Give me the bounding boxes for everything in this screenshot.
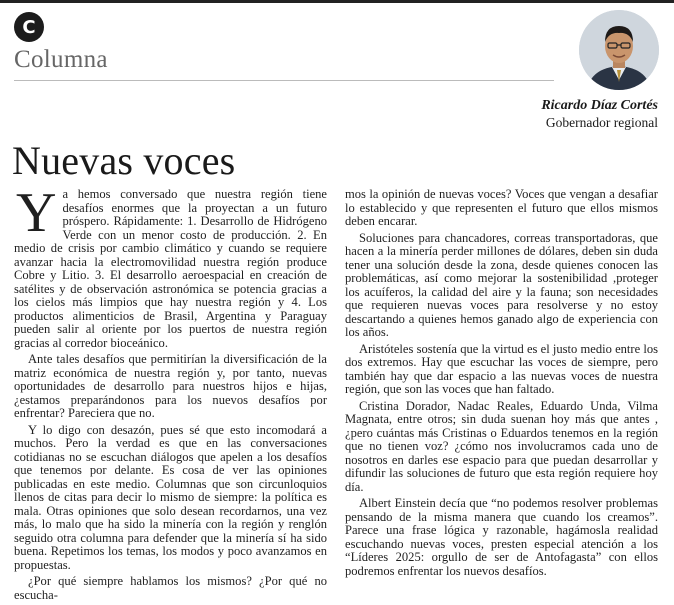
author-photo xyxy=(579,10,659,90)
top-rule xyxy=(0,0,674,3)
article-paragraph: Aristóteles sostenía que la virtud es el justo medio entre los dos extremos. Hay que escuchar las voces de siempre, pero también hay que dar espacio a las nuevas voces de nuestra región, que son las voces que han faltado. xyxy=(345,341,658,396)
author-block xyxy=(541,97,658,131)
section-divider xyxy=(14,80,554,81)
article-paragraph: Soluciones para chancadores, correas transportadoras, que hacen a la minería perder millones de dólares, deben sin duda tener una solución desde la zona, desde quienes conocen las problemáticas, así como mejorar la sostenibilidad ,proteger los acuíferos, la calidad del aire y la fauna; son necesidades que requieren nuevas voces para resolverse y no estoy descartando a quienes hemos ganado algo de experiencia con los años. xyxy=(345,230,658,339)
author-role: Gobernador regional xyxy=(545,115,658,130)
article-paragraph: Ante tales desafíos que permitirían la diversificación de la matriz económica de nuestra región y, por tanto, nuevas oportunidades de desarrollo para nuestros hijos e hijas, ¿estamos preparándonos para los nuevos desafíos por enfrentar? Pareciera que no. xyxy=(14,352,327,420)
article-paragraph: Cristina Dorador, Nadac Reales, Eduardo Unda, Vilma Magnata, entre otros; sin duda suenan hoy más que antes , ¿pero cuántas más Cristinas o Eduardos tenemos en la región que no tienen voz? ¿cómo nos involucramos cada uno de nosotros en darles ese espacio para que puedan desarrollar y difundir las soluciones de futuro que esta región requiere hoy día. xyxy=(345,398,658,494)
article-paragraph: Albert Einstein decía que “no podemos resolver problemas pensando de la misma manera que cuando los creamos”. Parece una frase lógica y razonable, hagámosla realidad escuchando nuevas voces, presten especial atención a los “Líderes 2025: orgullo de ser de Antofagasta” con ellos podremos enfrentar los nuevos desafíos. xyxy=(345,496,658,578)
article-paragraph: ¿Por qué siempre hablamos los mismos? ¿Por qué no escucha- xyxy=(14,574,327,602)
paragraph-text: a hemos conversado que nuestra región tiene desafíos enormes que la proyectan a un futuro próspero. Rápidamente: 1. Desarrollo de Hidrógeno Verde con un menor costo de producción. 2. En medio de crisis por cambio climático y cuando se requiere avanzar hacia la electromovilidad nuestra región produce Cobre y Litio. 3. El desarrollo aeroespacial en creación de satélites y de observación astronómica se potencia gracias a los cielos más limpios que hay nuestra región y 4. Los productos alimenticios de Brasil, Argentina y Paraguay pueden salir al oriente por los puertos de nuestra región gracias al corredor bioceánico. xyxy=(14,187,327,350)
author-name: Ricardo Díaz Cortés xyxy=(541,98,658,113)
article-paragraph xyxy=(14,182,327,350)
drop-cap: Y xyxy=(16,182,57,244)
article-paragraph: Y lo digo con desazón, pues sé que esto incomodará a muchos. Pero la verdad es que en las conversaciones cotidianas no se escuchan diálogos que apelen a los desafíos que tenemos por delante. Es cosa de ver las opiniones publicadas en este medio. Columnas que son circunloquios llenos de citas para decir lo mismo de siempre: la política es mala. Otras opiniones que solo desean recordarnos, una vez más, lo malo que ha sido la minería con la región y renglón seguido otra columna para defender que la minería sí ha sido buena. Repetimos los temas, los modos y poco avanzamos en propuestas. xyxy=(14,422,327,572)
column-badge: C xyxy=(14,12,44,42)
article-paragraph: mos la opinión de nuevas voces? Voces que vengan a desafiar lo establecido y que representen el futuro que ellos mismos deben encarar. xyxy=(345,187,658,228)
author-portrait-icon xyxy=(579,10,659,90)
section-label: Columna xyxy=(14,46,108,73)
article-headline: Nuevas voces xyxy=(12,138,236,183)
article-column-left xyxy=(14,182,327,605)
article-column-right xyxy=(345,188,658,581)
